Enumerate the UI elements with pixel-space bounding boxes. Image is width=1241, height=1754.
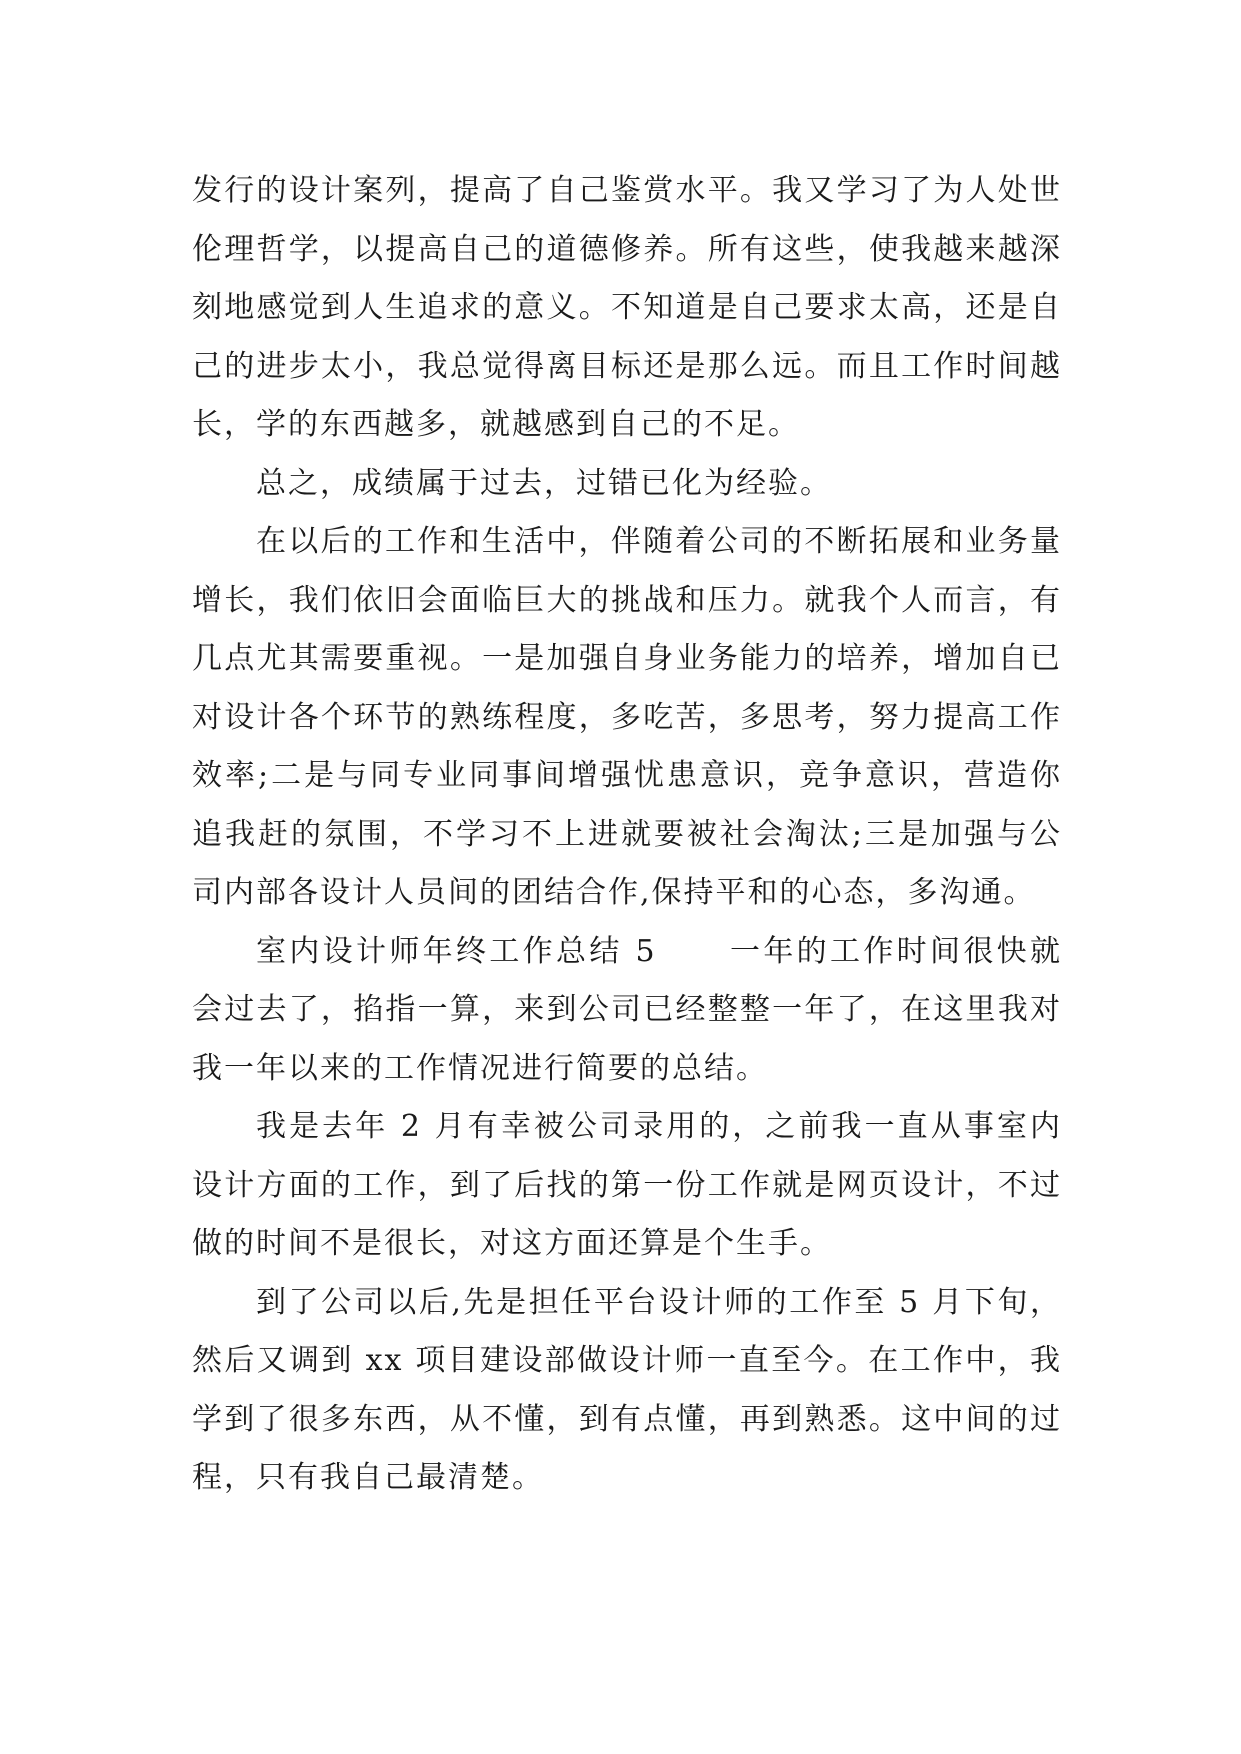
paragraph-future-plans: 在以后的工作和生活中，伴随着公司的不断拓展和业务量增长，我们依旧会面临巨大的挑战和压力。就我个人而言，有几点尤其需要重视。一是加强自身业务能力的培养，增加自已对设计各个环节的熟练程度，多吃苦，多思考，努力提高工作效率;二是与同专业同事间增强忧患意识，竞争意识，营造你追我赶的氛围，不学习不上进就要被社会淘汰;三是加强与公司内部各设计人员间的团结合作,保持平和的心态，多沟通。 (192, 524, 1062, 910)
paragraph-continuation: 发行的设计案列，提高了自己鉴赏水平。我又学习了为人处世伦理哲学，以提高自己的道德修养。所有这些，使我越来越深刻地感觉到人生追求的意义。不知道是自己要求太高，还是自己的进步太小，我总觉得离目标还是那么远。而且工作时间越长，学的东西越多，就越感到自己的不足。 (192, 173, 1062, 442)
section-title: 室内设计师年终工作总结 5 (256, 933, 657, 969)
paragraph-work-experience: 到了公司以后,先是担任平台设计师的工作至 5 月下旬，然后又调到 xx 项目建设部做设计师一直至今。在工作中，我学到了很多东西，从不懂，到有点懂，再到熟悉。这中间的过程，只有我自己最清楚。 (192, 1284, 1062, 1495)
section-lead-text: 一年的工作时间很快就会过去了，掐指一算，来到公司已经整整一年了，在这里我对我一年以来的工作情况进行简要的总结。 (192, 933, 1063, 1086)
paragraph-hiring: 我是去年 2 月有幸被公司录用的，之前我一直从事室内设计方面的工作，到了后找的第一份工作就是网页设计，不过做的时间不是很长，对这方面还算是个生手。 (192, 1109, 1062, 1261)
section-heading-paragraph (192, 923, 1062, 1099)
document-body (192, 162, 1062, 1508)
paragraph-summary: 总之，成绩属于过去，过错已化为经验。 (256, 465, 832, 501)
